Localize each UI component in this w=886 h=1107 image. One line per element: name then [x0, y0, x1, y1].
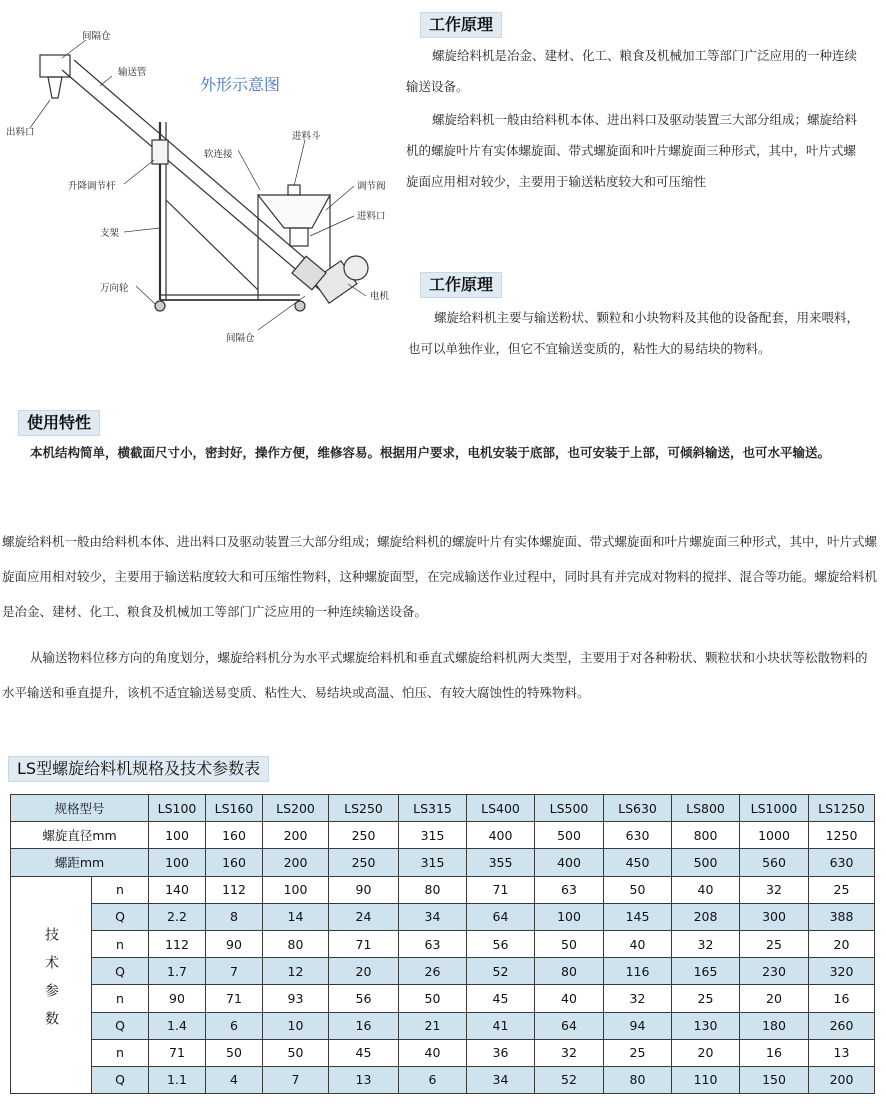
table-row-tech [11, 930, 875, 957]
tech-value-cell: 116 [604, 958, 672, 985]
tech-value-cell: 36 [467, 1039, 535, 1066]
model-LS250: LS250 [329, 795, 399, 822]
tech-value-cell: 71 [329, 930, 399, 957]
diameter-label: 螺旋直径mm [11, 822, 149, 849]
table-title: LS型螺旋给料机规格及技术参数表 [8, 756, 269, 782]
tech-value-cell: 63 [399, 930, 467, 957]
principle1-text-2: 螺旋给料机一般由给料机本体、进出料口及驱动装置三大部分组成；螺旋给料机的螺旋叶片有实体螺旋面、带式螺旋面和叶片螺旋面三种形式，其中，叶片式螺旋面应用相对较少，主要用于输送粘度较大和可压缩性 [406, 112, 858, 189]
label-adjust-valve: 调节阀 [357, 181, 386, 192]
tech-value-cell: 25 [809, 876, 875, 903]
pitch-cell: 500 [672, 849, 740, 876]
tech-value-cell: 94 [604, 1012, 672, 1039]
tech-value-cell: 80 [535, 958, 604, 985]
tech-value-cell: 7 [206, 958, 263, 985]
table-row-tech [11, 958, 875, 985]
tech-value-cell: 7 [263, 1066, 329, 1093]
diameter-cell: 1000 [740, 822, 809, 849]
tech-key-Q: Q [92, 1066, 149, 1093]
diameter-cell: 200 [263, 822, 329, 849]
principle1-text-1: 螺旋给料机是冶金、建材、化工、粮食及机械加工等部门广泛应用的一种连续输送设备。 [406, 48, 858, 94]
label-feed-port: 进料口 [357, 211, 386, 222]
principle-title-1: 工作原理 [420, 12, 502, 38]
tech-value-cell: 165 [672, 958, 740, 985]
tech-value-cell: 32 [740, 876, 809, 903]
label-gap-bin-top: 间隔仓 [82, 31, 111, 42]
pitch-cell: 100 [149, 849, 206, 876]
tech-value-cell: 20 [672, 1039, 740, 1066]
screw-feeder-illustration [0, 0, 410, 360]
tech-value-cell: 25 [740, 930, 809, 957]
tech-value-cell: 110 [672, 1066, 740, 1093]
tech-value-cell: 16 [740, 1039, 809, 1066]
tech-value-cell: 8 [206, 903, 263, 930]
tech-key-n: n [92, 985, 149, 1012]
table-row-tech [11, 1039, 875, 1066]
tech-value-cell: 41 [467, 1012, 535, 1039]
principle-paragraph-1 [406, 40, 858, 102]
tech-value-cell: 130 [672, 1012, 740, 1039]
tech-value-cell: 50 [206, 1039, 263, 1066]
tech-value-cell: 230 [740, 958, 809, 985]
tech-value-cell: 50 [399, 985, 467, 1012]
diameter-cell: 630 [604, 822, 672, 849]
pitch-cell: 200 [263, 849, 329, 876]
tech-value-cell: 90 [329, 876, 399, 903]
tech-value-cell: 26 [399, 958, 467, 985]
tech-value-cell: 320 [809, 958, 875, 985]
tech-value-cell: 25 [604, 1039, 672, 1066]
pitch-cell: 160 [206, 849, 263, 876]
tech-value-cell: 4 [206, 1066, 263, 1093]
tech-value-cell: 34 [467, 1066, 535, 1093]
tech-value-cell: 80 [263, 930, 329, 957]
tech-value-cell: 71 [149, 1039, 206, 1066]
diameter-cell: 250 [329, 822, 399, 849]
table-row-tech [11, 1066, 875, 1093]
tech-value-cell: 25 [672, 985, 740, 1012]
tech-param-label [11, 876, 92, 1094]
tech-value-cell: 40 [399, 1039, 467, 1066]
tech-key-n: n [92, 876, 149, 903]
body-text-1: 螺旋给料机一般由给料机本体、进出料口及驱动装置三大部分组成；螺旋给料机的螺旋叶片有实体螺旋面、带式螺旋面和叶片螺旋面三种形式，其中，叶片式螺旋面应用相对较少，主要用于输送粘度较大和可压缩性物料，这种螺旋面型，在完成输送作业过程中，同时具有并完成对物料的搅拌、混合等功能。螺旋给料机是冶金、建材、化工、粮食及机械加工等部门广泛应用的一种连续输送设备。 [2, 534, 878, 619]
tech-value-cell: 112 [206, 876, 263, 903]
table-row-tech [11, 876, 875, 903]
tech-value-cell: 10 [263, 1012, 329, 1039]
tech-value-cell: 52 [467, 958, 535, 985]
features-title: 使用特性 [18, 410, 100, 436]
table-row-pitch [11, 849, 875, 876]
label-soft-connection: 软连接 [204, 149, 233, 160]
tech-value-cell: 20 [809, 930, 875, 957]
pitch-cell: 630 [809, 849, 875, 876]
tech-value-cell: 100 [263, 876, 329, 903]
model-LS400: LS400 [467, 795, 535, 822]
label-gap-bin-bottom: 间隔仓 [226, 333, 255, 344]
tech-value-cell: 40 [672, 876, 740, 903]
diameter-cell: 315 [399, 822, 467, 849]
diameter-cell: 500 [535, 822, 604, 849]
tech-value-cell: 90 [149, 985, 206, 1012]
tech-value-cell: 1.1 [149, 1066, 206, 1093]
tech-value-cell: 14 [263, 903, 329, 930]
principle-title-2: 工作原理 [420, 272, 502, 298]
tech-value-cell: 20 [740, 985, 809, 1012]
tech-key-Q: Q [92, 903, 149, 930]
label-caster: 万向轮 [100, 283, 129, 294]
principle2-paragraph [408, 302, 860, 364]
diagram [0, 0, 410, 360]
principle2-text-1: 螺旋给料机主要与输送粉状、颗粒和小块物料及其他的设备配套，用来喂料，也可以单独作业，但它不宜输送变质的，粘性大的易结块的物料。 [408, 310, 860, 356]
body-paragraph-1 [2, 524, 878, 629]
tech-value-cell: 45 [467, 985, 535, 1012]
tech-value-cell: 80 [604, 1066, 672, 1093]
tech-value-cell: 13 [329, 1066, 399, 1093]
label-support: 支架 [100, 228, 120, 239]
diameter-cell: 1250 [809, 822, 875, 849]
tech-value-cell: 64 [467, 903, 535, 930]
tech-value-cell: 21 [399, 1012, 467, 1039]
label-discharge-port: 出料口 [6, 127, 35, 138]
spec-table [10, 794, 875, 1094]
label-motor: 电机 [370, 291, 390, 302]
tech-value-cell: 13 [809, 1039, 875, 1066]
tech-value-cell: 90 [206, 930, 263, 957]
model-LS1250: LS1250 [809, 795, 875, 822]
model-LS800: LS800 [672, 795, 740, 822]
tech-value-cell: 45 [329, 1039, 399, 1066]
tech-value-cell: 71 [467, 876, 535, 903]
features-text-1: 本机结构简单，横截面尺寸小，密封好，操作方便，维修容易。根据用户要求，电机安装于底部，也可安装于上部，可倾斜输送，也可水平输送。 [30, 445, 831, 460]
tech-value-cell: 32 [672, 930, 740, 957]
table-row-tech [11, 903, 875, 930]
tech-value-cell: 100 [535, 903, 604, 930]
model-LS200: LS200 [263, 795, 329, 822]
tech-value-cell: 50 [604, 876, 672, 903]
diagram-title: 外形示意图 [200, 75, 281, 94]
model-LS100: LS100 [149, 795, 206, 822]
tech-value-cell: 1.4 [149, 1012, 206, 1039]
tech-key-n: n [92, 1039, 149, 1066]
tech-value-cell: 140 [149, 876, 206, 903]
tech-key-Q: Q [92, 958, 149, 985]
tech-value-cell: 56 [467, 930, 535, 957]
model-LS1000: LS1000 [740, 795, 809, 822]
body-text-2: 从输送物料位移方向的角度划分，螺旋给料机分为水平式螺旋给料机和垂直式螺旋给料机两大类型，主要用于对各种粉状、颗粒状和小块状等松散物料的水平输送和垂直提升，该机不适宜输送易变质、粘性大、易结块或高温、怕压、有较大腐蚀性的特殊物料。 [2, 650, 868, 700]
label-conveyor-tube: 输送管 [118, 67, 147, 78]
tech-value-cell: 32 [604, 985, 672, 1012]
tech-value-cell: 388 [809, 903, 875, 930]
pitch-cell: 250 [329, 849, 399, 876]
tech-value-cell: 12 [263, 958, 329, 985]
pitch-label: 螺距mm [11, 849, 149, 876]
tech-value-cell: 52 [535, 1066, 604, 1093]
tech-key-n: n [92, 930, 149, 957]
diameter-cell: 400 [467, 822, 535, 849]
tech-value-cell: 24 [329, 903, 399, 930]
tech-value-cell: 300 [740, 903, 809, 930]
body-paragraph-2 [2, 640, 878, 710]
model-label: 规格型号 [11, 795, 149, 822]
tech-value-cell: 112 [149, 930, 206, 957]
tech-value-cell: 150 [740, 1066, 809, 1093]
tech-value-cell: 145 [604, 903, 672, 930]
tech-value-cell: 50 [263, 1039, 329, 1066]
tech-value-cell: 50 [535, 930, 604, 957]
tech-value-cell: 71 [206, 985, 263, 1012]
tech-value-cell: 63 [535, 876, 604, 903]
tech-value-cell: 56 [329, 985, 399, 1012]
tech-value-cell: 40 [604, 930, 672, 957]
tech-value-cell: 260 [809, 1012, 875, 1039]
pitch-cell: 560 [740, 849, 809, 876]
tech-value-cell: 93 [263, 985, 329, 1012]
tech-value-cell: 208 [672, 903, 740, 930]
tech-value-cell: 16 [809, 985, 875, 1012]
tech-value-cell: 16 [329, 1012, 399, 1039]
tech-value-cell: 20 [329, 958, 399, 985]
tech-value-cell: 40 [535, 985, 604, 1012]
label-feed-hopper: 进料斗 [292, 131, 321, 142]
table-row-models [11, 795, 875, 822]
tech-value-cell: 180 [740, 1012, 809, 1039]
model-LS315: LS315 [399, 795, 467, 822]
tech-value-cell: 32 [535, 1039, 604, 1066]
pitch-cell: 450 [604, 849, 672, 876]
pitch-cell: 400 [535, 849, 604, 876]
tech-key-Q: Q [92, 1012, 149, 1039]
model-LS160: LS160 [206, 795, 263, 822]
model-LS500: LS500 [535, 795, 604, 822]
tech-param-label-text: 技术参数 [43, 927, 59, 1040]
diameter-cell: 100 [149, 822, 206, 849]
features-paragraph [2, 438, 878, 468]
label-lift-rod: 升降调节杆 [68, 181, 116, 192]
tech-value-cell: 64 [535, 1012, 604, 1039]
table-row-diameter [11, 822, 875, 849]
diameter-cell: 800 [672, 822, 740, 849]
tech-value-cell: 80 [399, 876, 467, 903]
tech-value-cell: 200 [809, 1066, 875, 1093]
model-LS630: LS630 [604, 795, 672, 822]
table-row-tech [11, 1012, 875, 1039]
pitch-cell: 315 [399, 849, 467, 876]
table-row-tech [11, 985, 875, 1012]
tech-value-cell: 34 [399, 903, 467, 930]
tech-value-cell: 1.7 [149, 958, 206, 985]
diameter-cell: 160 [206, 822, 263, 849]
tech-value-cell: 2.2 [149, 903, 206, 930]
pitch-cell: 355 [467, 849, 535, 876]
tech-value-cell: 6 [206, 1012, 263, 1039]
principle-paragraph-2 [406, 104, 858, 197]
tech-value-cell: 6 [399, 1066, 467, 1093]
